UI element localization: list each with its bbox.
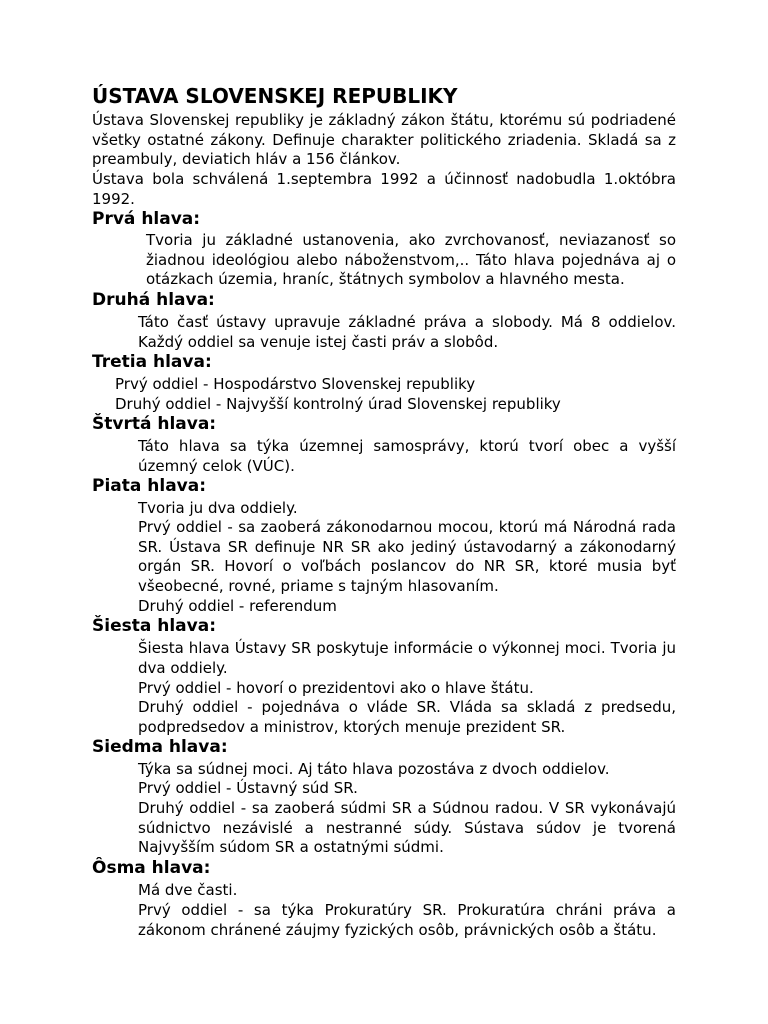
chapter-paragraph: Druhý oddiel - sa zaoberá súdmi SR a Súdnou radou. V SR vykonávajú súdnictvo nezávislé a nestranné súdy. Sústava súdov je tvorená Najvyšším súdom SR a ostatnými súdmi. xyxy=(138,799,676,857)
chapter-heading: Piata hlava: xyxy=(92,476,207,496)
chapter-paragraph: Druhý oddiel - pojednáva o vláde SR. Vláda sa skladá z predsedu, podpredsedov a ministrov, ktorých menuje prezident SR. xyxy=(138,698,676,736)
chapter-paragraph: Má dve časti. xyxy=(138,881,238,899)
intro-paragraph: Ústava Slovenskej republiky je základný zákon štátu, ktorému sú podriadené všetky ostatné zákony. Definuje charakter politického zriadenia. Skladá sa z preambuly, deviatich hláv a 156 článkov. xyxy=(92,111,676,169)
chapter-paragraph: Tvoria ju základné ustanovenia, ako zvrchovanosť, neviazanosť so žiadnou ideológiou alebo náboženstvom,.. Táto hlava pojednáva aj o otázkach územia, hraníc, štátnych symbolov a hlavného mesta. xyxy=(146,231,676,289)
intro-paragraph: Ústava bola schválená 1.septembra 1992 a účinnosť nadobudla 1.októbra 1992. xyxy=(92,170,676,208)
chapter-heading: Siedma hlava: xyxy=(92,737,228,757)
chapter-paragraph: Táto hlava sa týka územnej samosprávy, ktorú tvorí obec a vyšší územný celok (VÚC). xyxy=(138,437,676,475)
chapter-heading: Ôsma hlava: xyxy=(92,858,211,878)
chapter-paragraph: Prvý oddiel - sa týka Prokuratúry SR. Prokuratúra chráni práva a zákonom chránené záujmy fyzických osôb, právnických osôb a štátu. xyxy=(138,901,676,939)
chapter-paragraph: Prvý oddiel - hovorí o prezidentovi ako o hlave štátu. xyxy=(138,679,534,697)
chapter-paragraph: Druhý oddiel - Najvyšší kontrolný úrad Slovenskej republiky xyxy=(115,395,561,413)
chapter-paragraph: Tvoria ju dva oddiely. xyxy=(138,499,298,517)
chapter-paragraph: Prvý oddiel - Ústavný súd SR. xyxy=(138,779,358,797)
chapter-paragraph: Týka sa súdnej moci. Aj táto hlava pozostáva z dvoch oddielov. xyxy=(138,760,610,778)
chapter-heading: Štvrtá hlava: xyxy=(92,414,217,434)
chapter-heading: Tretia hlava: xyxy=(92,352,212,372)
chapter-paragraph: Prvý oddiel - Hospodárstvo Slovenskej republiky xyxy=(115,375,476,393)
chapter-heading: Druhá hlava: xyxy=(92,290,215,310)
chapter-heading: Šiesta hlava: xyxy=(92,616,216,636)
chapter-paragraph: Druhý oddiel - referendum xyxy=(138,597,337,615)
document-title: ÚSTAVA SLOVENSKEJ REPUBLIKY xyxy=(92,84,458,108)
chapter-heading: Prvá hlava: xyxy=(92,209,201,229)
chapter-paragraph: Prvý oddiel - sa zaoberá zákonodarnou mocou, ktorú má Národná rada SR. Ústava SR definuje NR SR ako jediný ústavodarný a zákonodarný orgán SR. Hovorí o voľbách poslancov do NR SR, ktoré musia byť všeobecné, rovné, priame s tajným hlasovaním. xyxy=(138,518,676,595)
chapter-paragraph: Šiesta hlava Ústavy SR poskytuje informácie o výkonnej moci. Tvoria ju dva oddiely. xyxy=(138,639,676,677)
chapter-paragraph: Táto časť ústavy upravuje základné práva a slobody. Má 8 oddielov. Každý oddiel sa venuje istej časti práv a slobôd. xyxy=(138,313,676,351)
